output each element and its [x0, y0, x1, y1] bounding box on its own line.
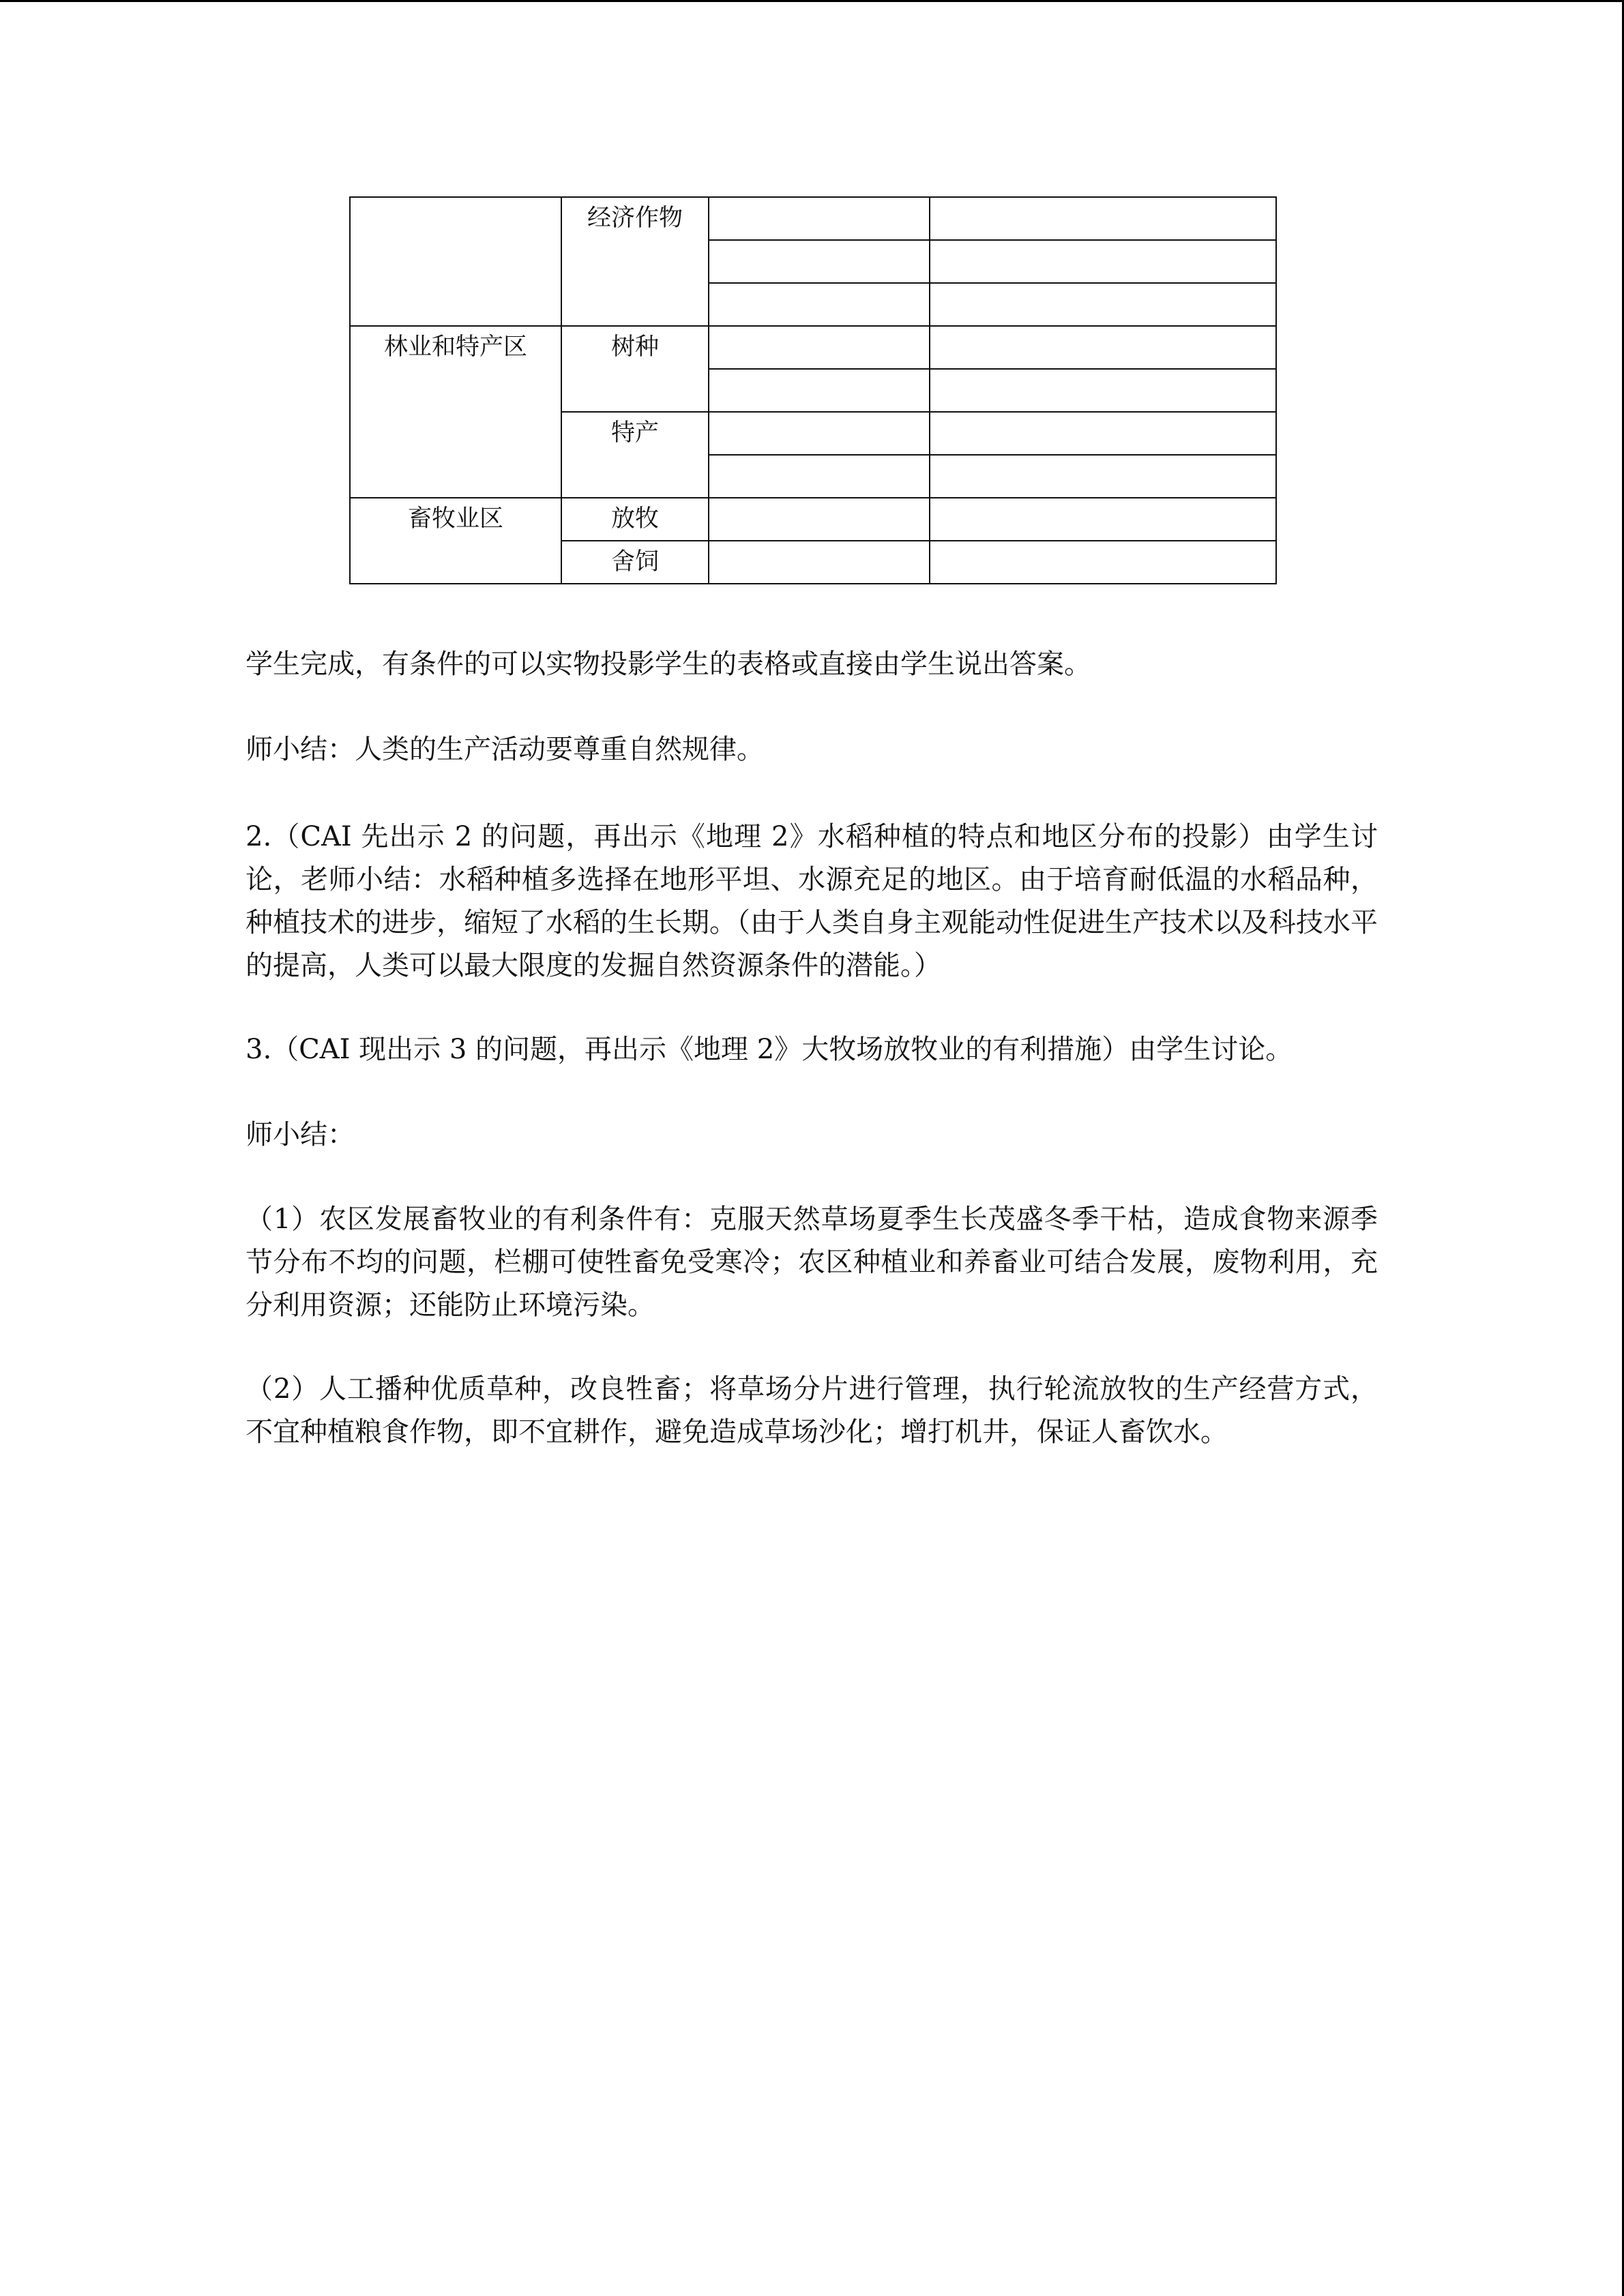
table-cell — [709, 541, 930, 584]
table-cell — [709, 412, 930, 455]
table-cell — [930, 369, 1276, 412]
table-cell-category: 舍饲 — [561, 541, 709, 584]
table-cell-region — [350, 197, 561, 326]
table-cell — [930, 541, 1276, 584]
paragraph-teacher-summary-1: 师小结：人类的生产活动要尊重自然规律。 — [246, 734, 764, 765]
table-cell-region: 畜牧业区 — [350, 498, 561, 584]
table-row — [350, 326, 1276, 369]
table-cell — [930, 412, 1276, 455]
table-cell-category: 特产 — [561, 412, 709, 498]
table-cell — [709, 283, 930, 326]
table-cell — [930, 326, 1276, 369]
table-row — [350, 197, 1276, 240]
table-cell — [930, 283, 1276, 326]
table-cell — [709, 369, 930, 412]
paragraph-student-task: 学生完成，有条件的可以实物投影学生的表格或直接由学生说出答案。 — [246, 648, 1091, 680]
table-cell — [930, 197, 1276, 240]
table-cell — [709, 240, 930, 283]
page-top-border — [0, 0, 1624, 2]
table-cell-category: 经济作物 — [561, 197, 709, 326]
paragraph-teacher-summary-heading: 师小结： — [246, 1119, 355, 1150]
table-cell-category: 放牧 — [561, 498, 709, 541]
paragraph-summary-point-2: （2）人工播种优质草种，改良牲畜；将草场分片进行管理，执行轮流放牧的生产经营方式，不宜种植粮食作物，即不宜耕作，避免造成草场沙化；增打机井，保证人畜饮水。 — [246, 1373, 1378, 1448]
agriculture-region-table — [349, 196, 1277, 584]
table-cell — [930, 498, 1276, 541]
table-cell — [709, 498, 930, 541]
table-cell — [930, 455, 1276, 498]
table-cell-category: 树种 — [561, 326, 709, 412]
table-cell — [709, 455, 930, 498]
paragraph-question-2: 2.（CAI 先出示 2 的问题，再出示《地理 2》水稻种植的特点和地区分布的投影）由学生讨论，老师小结：水稻种植多选择在地形平坦、水源充足的地区。由于培育耐低温的水稻品种，种植技术的进步，缩短了水稻的生长期。（由于人类自身主观能动性促进生产技术以及科技水平的提高，人类可以最大限度的发掘自然资源条件的潜能。） — [246, 821, 1378, 981]
paragraph-question-3: 3.（CAI 现出示 3 的问题，再出示《地理 2》大牧场放牧业的有利措施）由学生讨论。 — [246, 1034, 1293, 1065]
paragraph-summary-point-1: （1）农区发展畜牧业的有利条件有：克服天然草场夏季生长茂盛冬季干枯，造成食物来源季节分布不均的问题，栏棚可使牲畜免受寒冷；农区种植业和养畜业可结合发展，废物利用，充分利用资源；还能防止环境污染。 — [246, 1204, 1378, 1321]
table-cell — [709, 326, 930, 369]
table-row — [350, 498, 1276, 541]
table-cell — [930, 240, 1276, 283]
table-cell-region: 林业和特产区 — [350, 326, 561, 498]
table-cell — [709, 197, 930, 240]
